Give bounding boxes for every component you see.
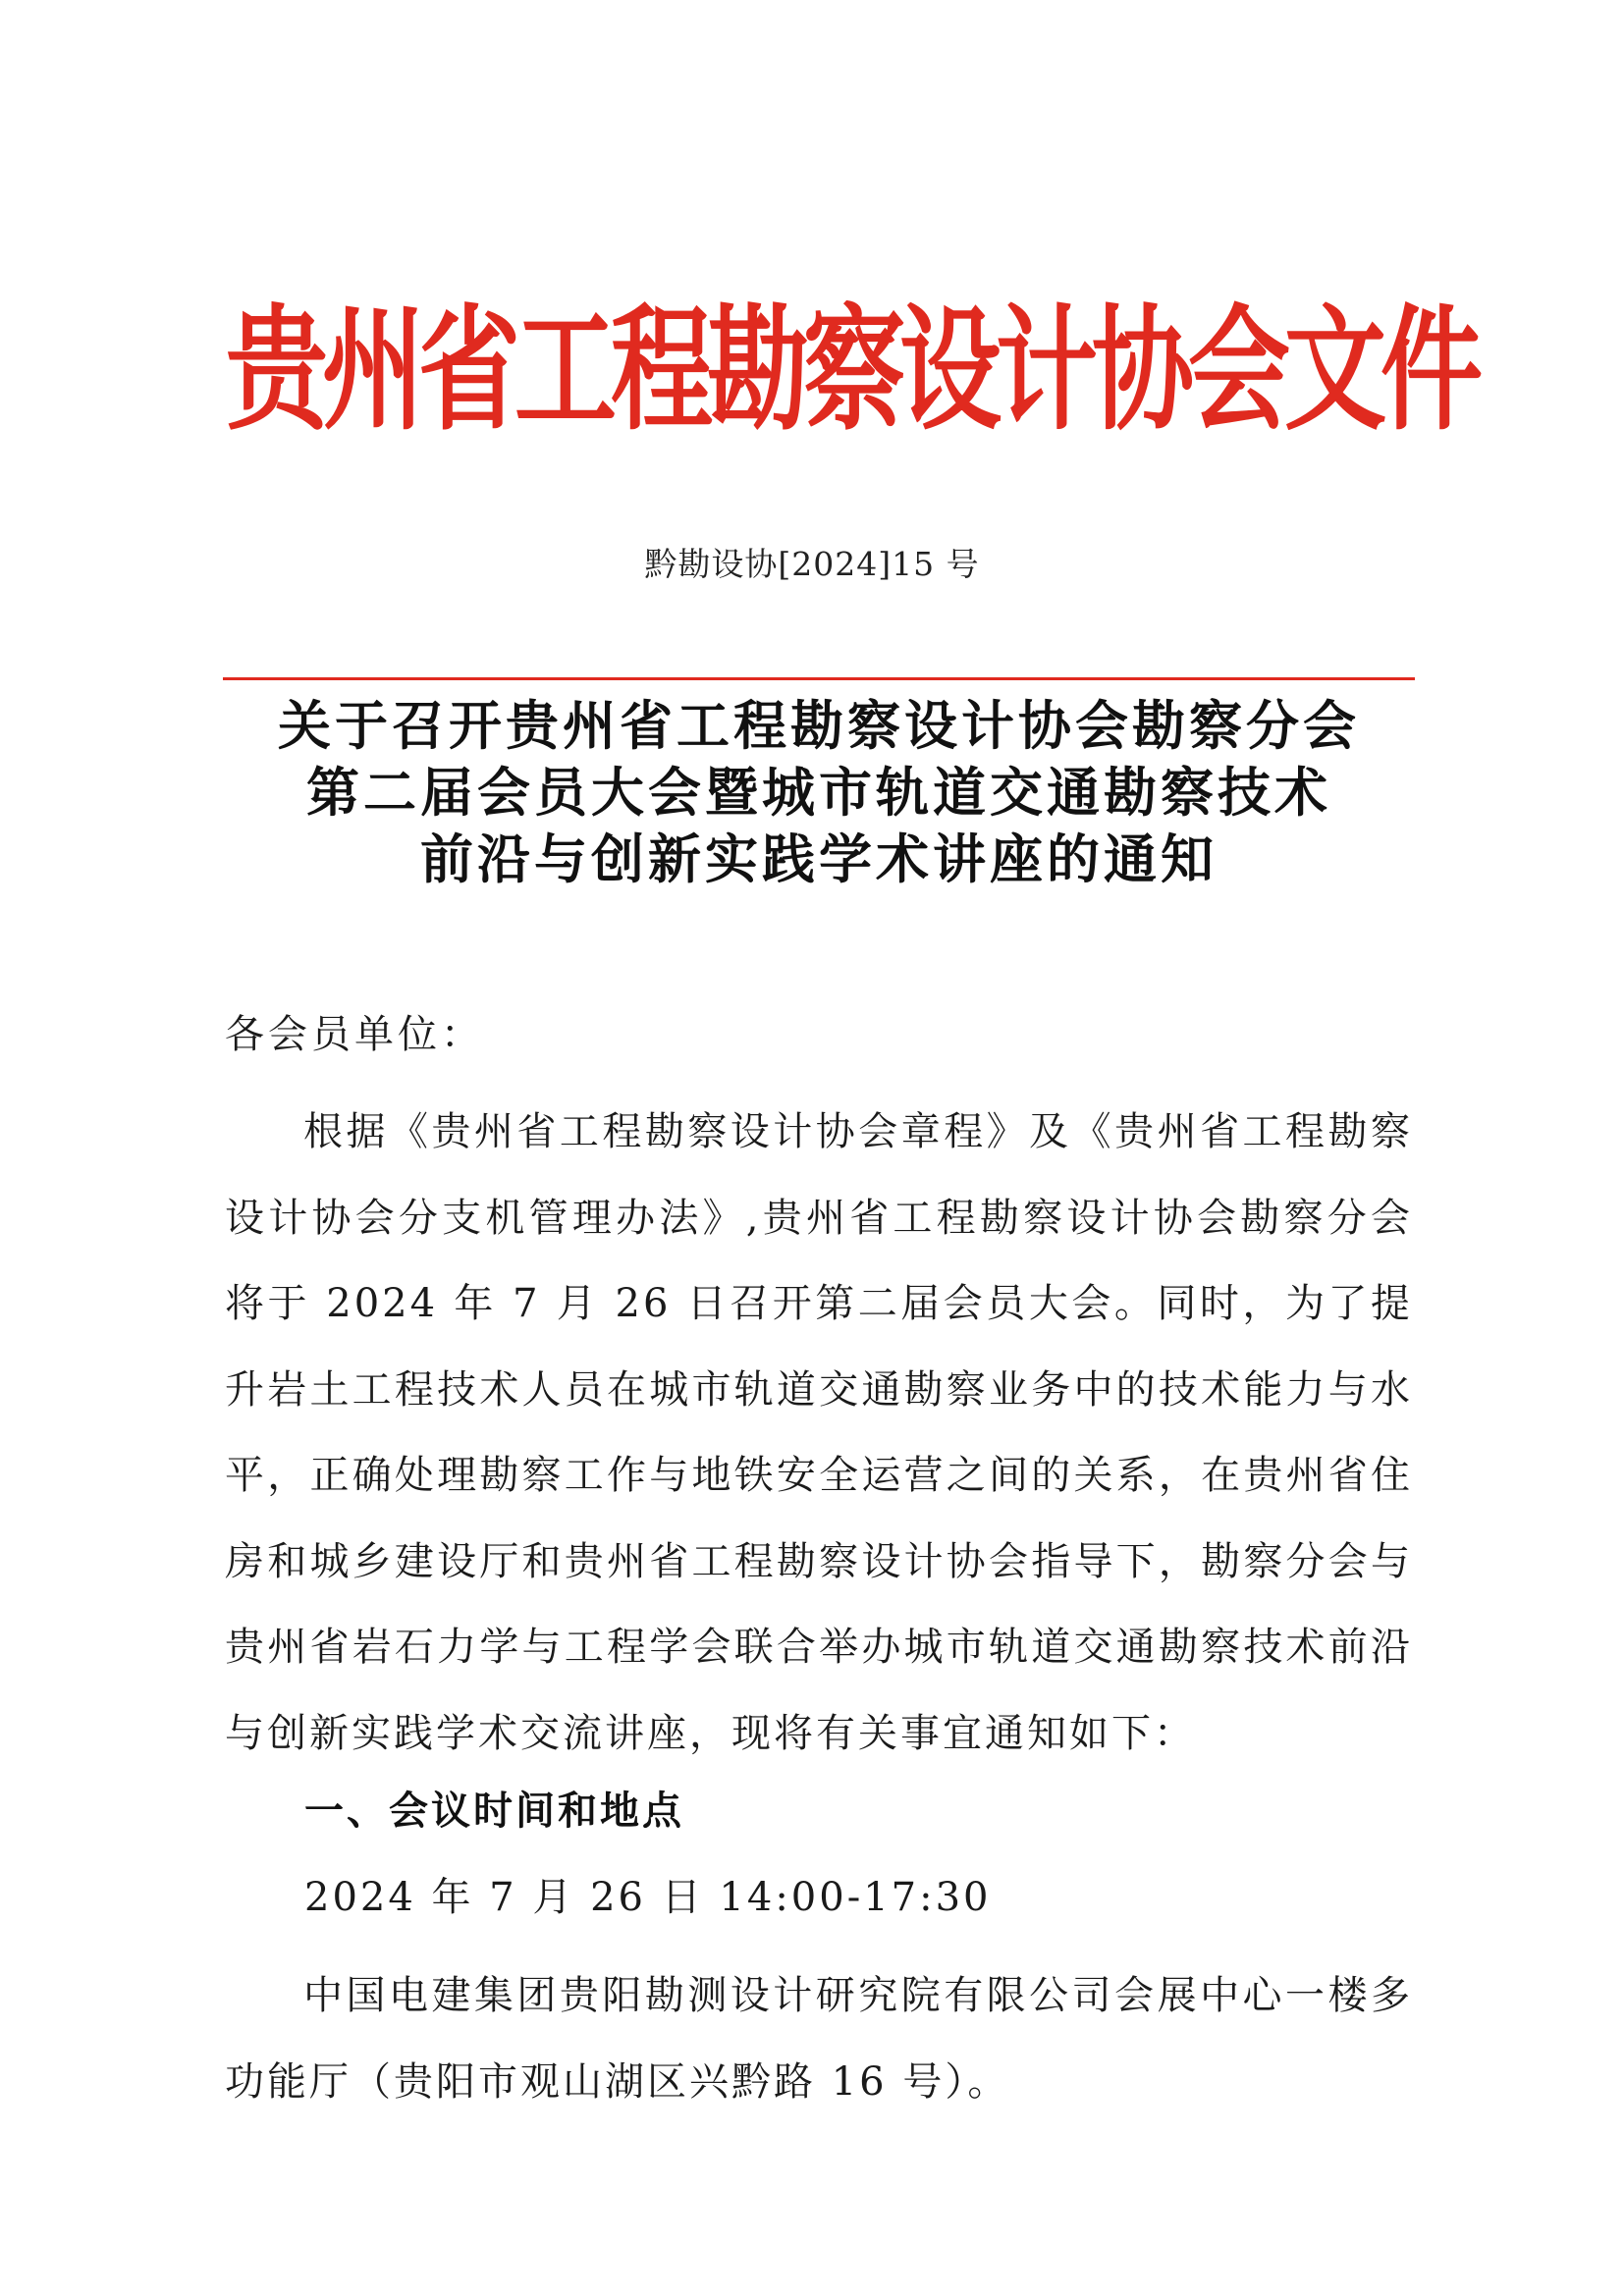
notice-title-line-2: 第二届会员大会暨城市轨道交通勘察技术 [306, 762, 1331, 824]
red-divider-line [223, 677, 1415, 680]
notice-title-line-3: 前沿与创新实践学术讲座的通知 [420, 828, 1218, 890]
section-heading-meeting-time-place: 一、会议时间和地点 [304, 1789, 684, 1834]
salutation: 各会员单位： [225, 1012, 484, 1057]
meeting-place: 中国电建集团贵阳勘测设计研究院有限公司会展中心一楼多功能厅（贵阳市观山湖区兴黔路 16 号）。 [225, 1973, 1413, 2105]
notice-title [223, 693, 1415, 893]
document-masthead: 贵州省工程勘察设计协会文件 [226, 291, 1478, 450]
meeting-time: 2024 年 7 月 26 日 14:00-17:30 [304, 1875, 992, 1920]
notice-title-line-1: 关于召开贵州省工程勘察设计协会勘察分会 [278, 695, 1360, 757]
body-paragraph: 根据《贵州省工程勘察设计协会章程》及《贵州省工程勘察设计协会分支机管理办法》,贵州省工程勘察设计协会勘察分会将于 2024 年 7 月 26 日召开第二届会员大会。同时，为了提升岩土工程技术人员在城市轨道交通勘察业务中的技术能力与水平，正确处理勘察工作与地铁安全运营之间的关系，在贵州省住房和城乡建设厅和贵州省工程勘察设计协会指导下，勘察分会与贵州省岩石力学与工程学会联合举办城市轨道交通勘察技术前沿与创新实践学术交流讲座，现将有关事宜通知如下： [225, 1109, 1413, 1756]
document-number: 黔勘设协[2024]15 号 [644, 545, 980, 583]
